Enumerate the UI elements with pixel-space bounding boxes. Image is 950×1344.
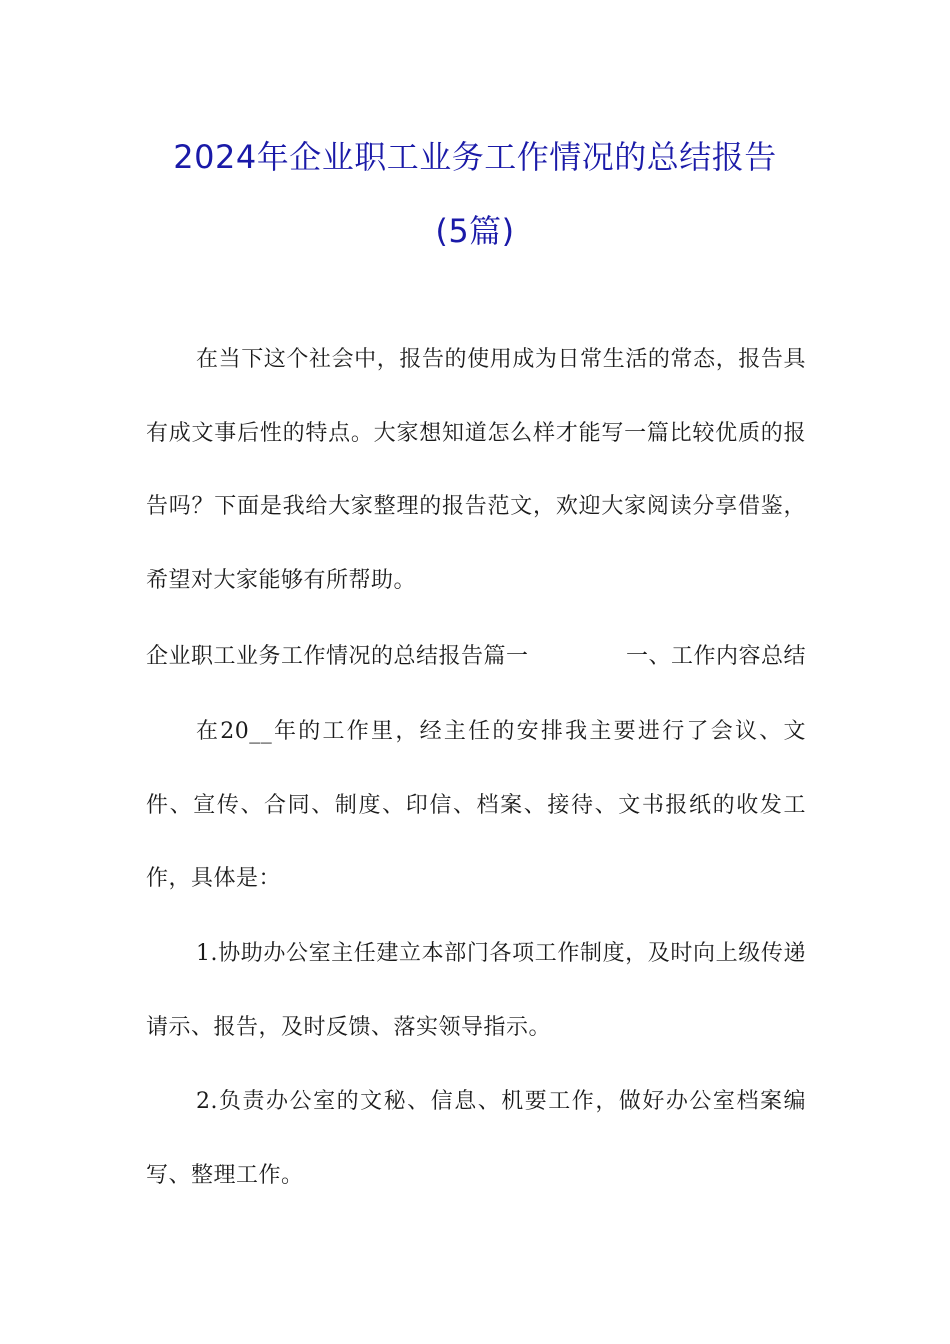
work-paragraph: 在20__年的工作里，经主任的安排我主要进行了会议、文件、宣传、合同、制度、印信、档案、接待、文书报纸的收发工作，具体是： xyxy=(146,719,806,891)
section-subheading: 一、工作内容总结 xyxy=(625,644,806,669)
list-item: 2.负责办公室的文秘、信息、机要工作，做好办公室档案编写、整理工作。 xyxy=(146,1089,806,1188)
section-heading-line xyxy=(146,620,806,694)
list-item: 1.协助办公室主任建立本部门各项工作制度，及时向上级传递请示、报告，及时反馈、落实领导指示。 xyxy=(146,941,806,1040)
document-title-count: (5篇) xyxy=(435,212,515,250)
section-heading: 企业职工业务工作情况的总结报告篇一 xyxy=(146,644,529,669)
intro-paragraph: 在当下这个社会中，报告的使用成为日常生活的常态，报告具有成文事后性的特点。大家想知道怎么样才能写一篇比较优质的报告吗？下面是我给大家整理的报告范文，欢迎大家阅读分享借鉴，希望对大家能够有所帮助。 xyxy=(146,347,806,593)
document-title: 2024年企业职工业务工作情况的总结报告 xyxy=(173,138,777,176)
